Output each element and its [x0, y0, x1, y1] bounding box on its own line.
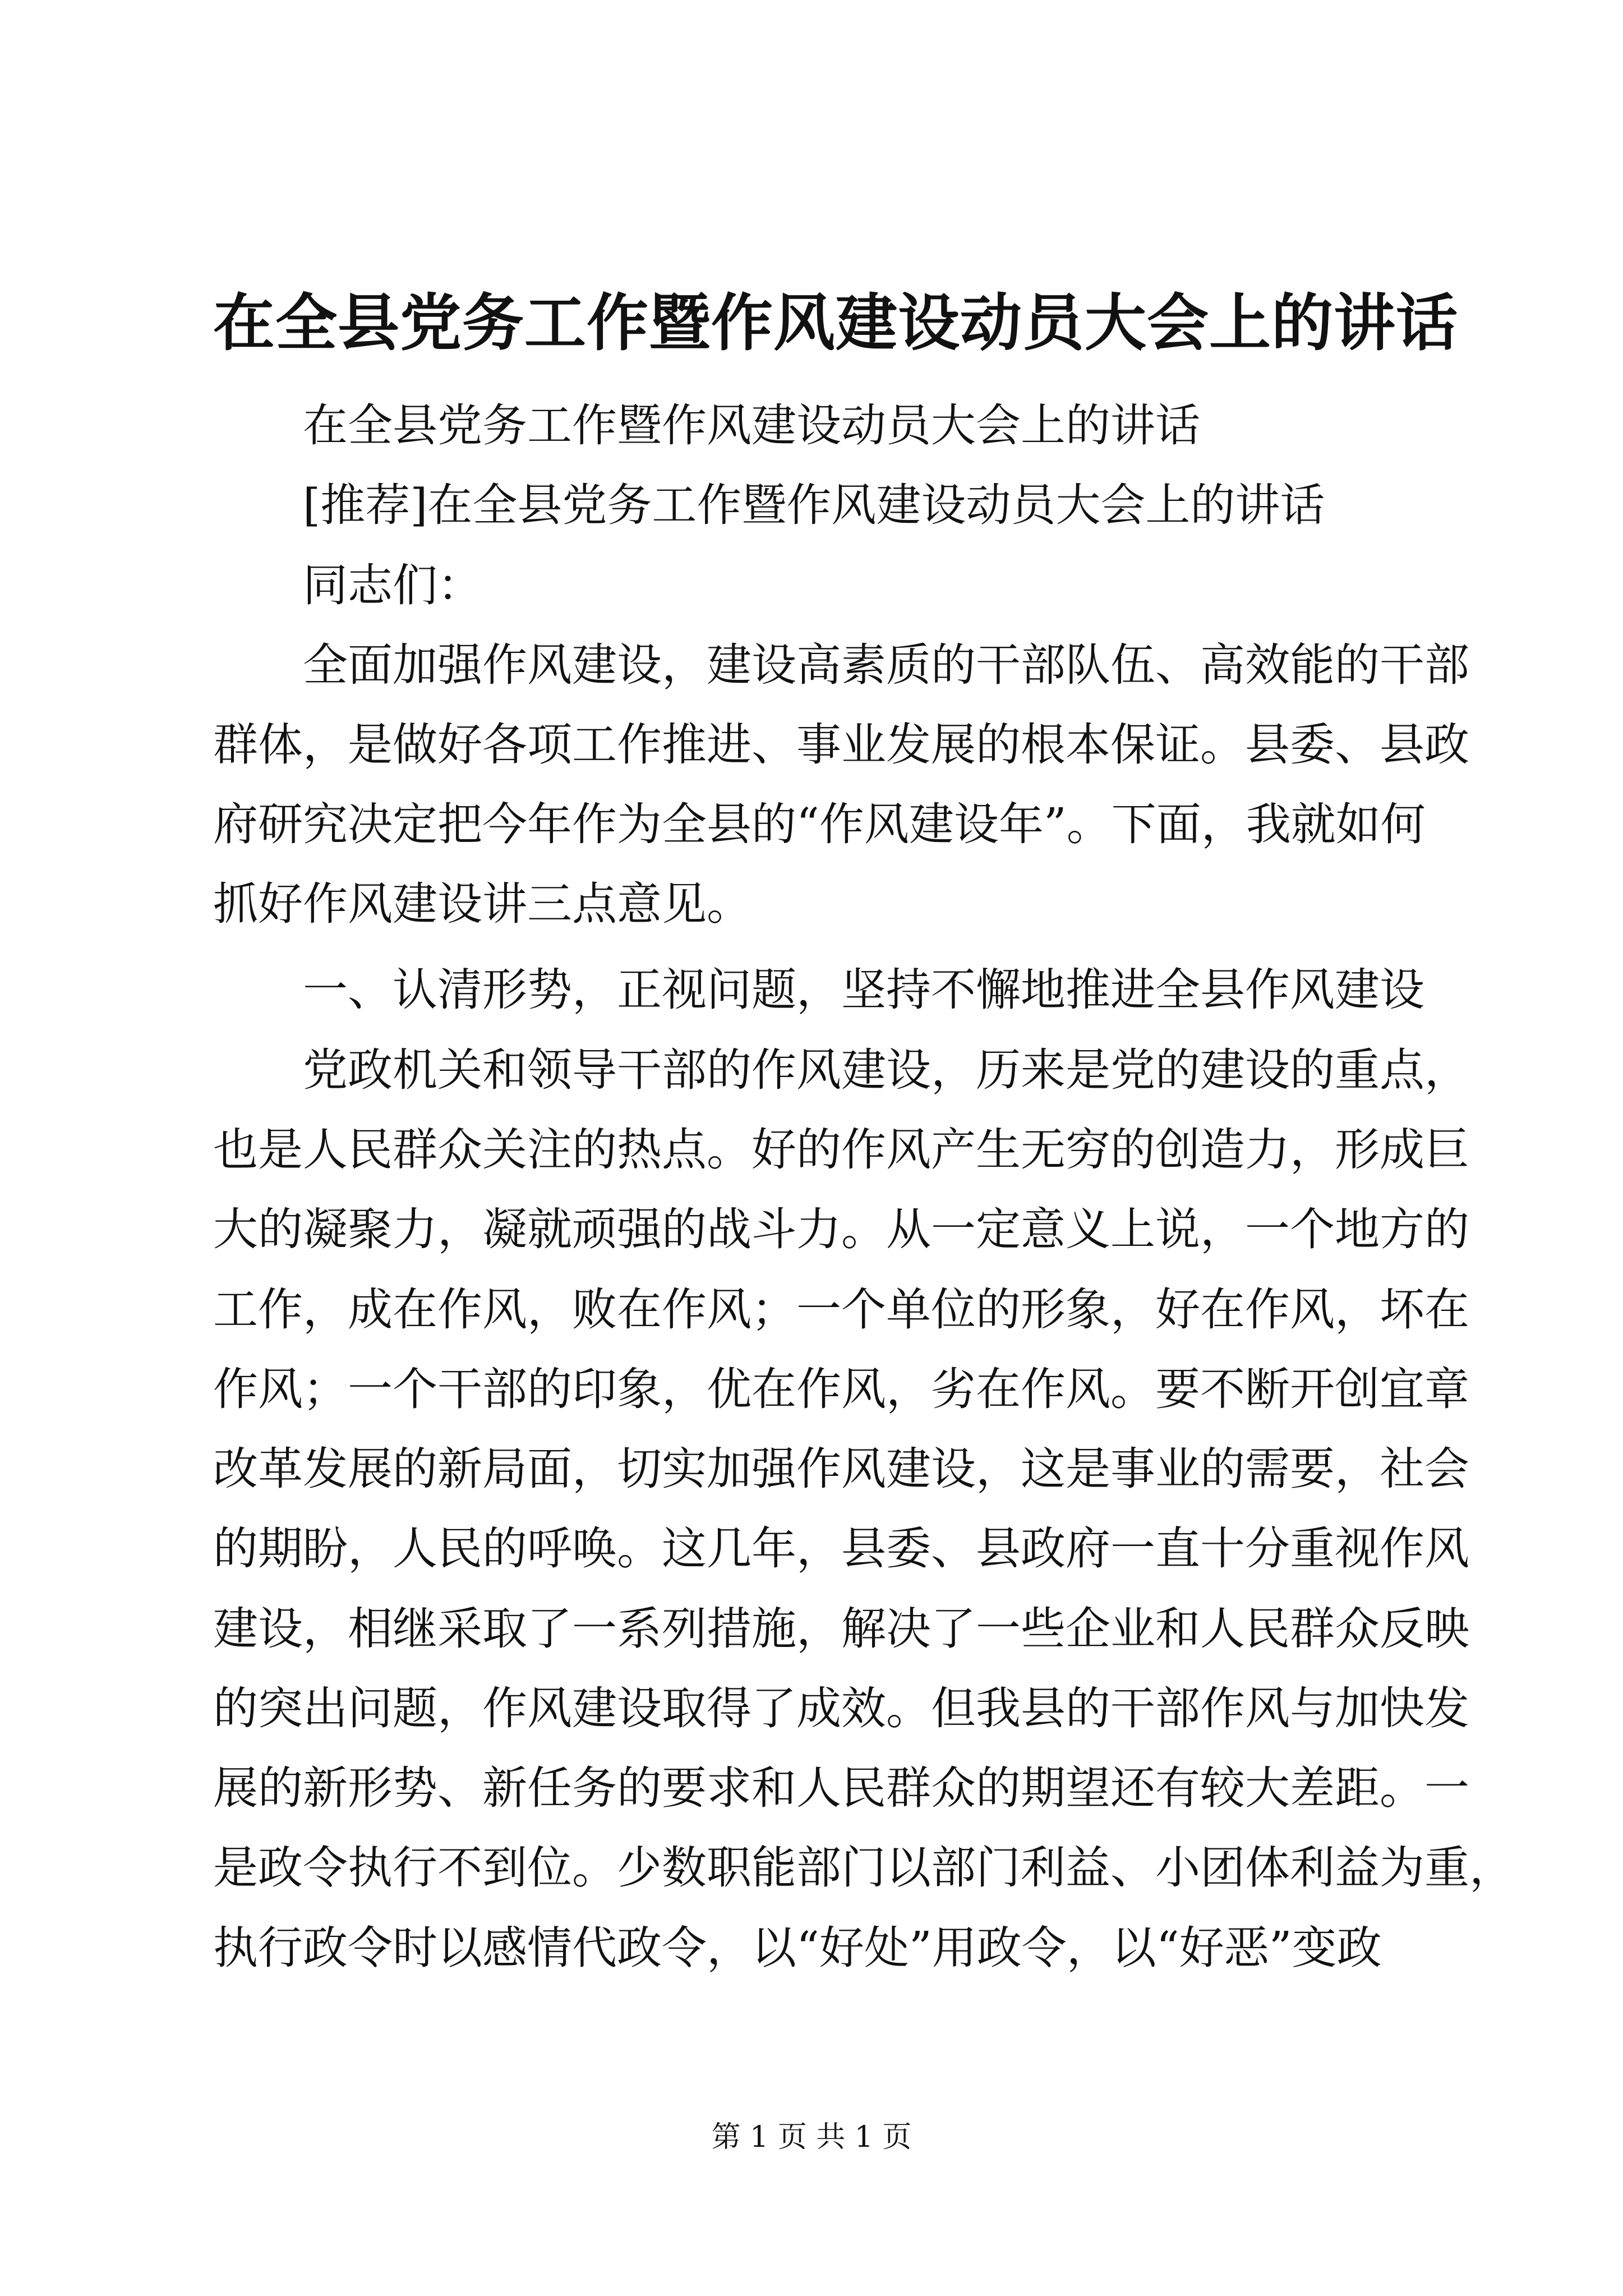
body-line: 也是人民群众关注的热点。好的作风产生无穷的创造力，形成巨 [213, 1124, 1469, 1176]
body-line: 的期盼，人民的呼唤。这几年，县委、县政府一直十分重视作风 [213, 1522, 1469, 1575]
body-line: 改革发展的新局面，切实加强作风建设，这是事业的需要，社会 [213, 1443, 1469, 1495]
recommend-line: [推荐]在全县党务工作暨作风建设动员大会上的讲话 [303, 479, 1325, 531]
body-line: 党政机关和领导干部的作风建设，历来是党的建设的重点， [303, 1044, 1469, 1096]
body-line: 工作，成在作风，败在作风；一个单位的形象，好在作风，坏在 [213, 1283, 1469, 1336]
intro-line: 抓好作风建设讲三点意见。 [213, 878, 751, 930]
intro-line: 群体，是做好各项工作推进、事业发展的根本保证。县委、县政 [213, 719, 1469, 771]
body-line: 建设，相继采取了一系列措施，解决了一些企业和人民群众反映 [213, 1603, 1469, 1655]
intro-line: 府研究决定把今年作为全县的“作风建设年”。下面，我就如何 [213, 798, 1426, 850]
document-subtitle: 在全县党务工作暨作风建设动员大会上的讲话 [303, 399, 1200, 452]
document-title: 在全县党务工作暨作风建设动员大会上的讲话 [213, 287, 1458, 359]
body-line: 作风；一个干部的印象，优在作风，劣在作风。要不断开创宜章 [213, 1363, 1469, 1415]
body-line: 是政令执行不到位。少数职能部门以部门利益、小团体利益为重， [213, 1842, 1514, 1894]
page-footer: 第 1 页 共 1 页 [711, 2120, 912, 2154]
salutation: 同志们： [303, 559, 482, 611]
body-line: 执行政令时以感情代政令，以“好处”用政令，以“好恶”变政 [213, 1922, 1382, 1974]
body-line: 大的凝聚力，凝就顽强的战斗力。从一定意义上说，一个地方的 [213, 1203, 1469, 1255]
body-line: 的突出问题，作风建设取得了成效。但我县的干部作风与加快发 [213, 1682, 1469, 1734]
intro-line: 全面加强作风建设，建设高素质的干部队伍、高效能的干部 [303, 639, 1469, 691]
section-heading: 一、认清形势，正视问题，坚持不懈地推进全县作风建设 [303, 964, 1424, 1016]
body-line: 展的新形势、新任务的要求和人民群众的期望还有较大差距。一 [213, 1762, 1469, 1814]
